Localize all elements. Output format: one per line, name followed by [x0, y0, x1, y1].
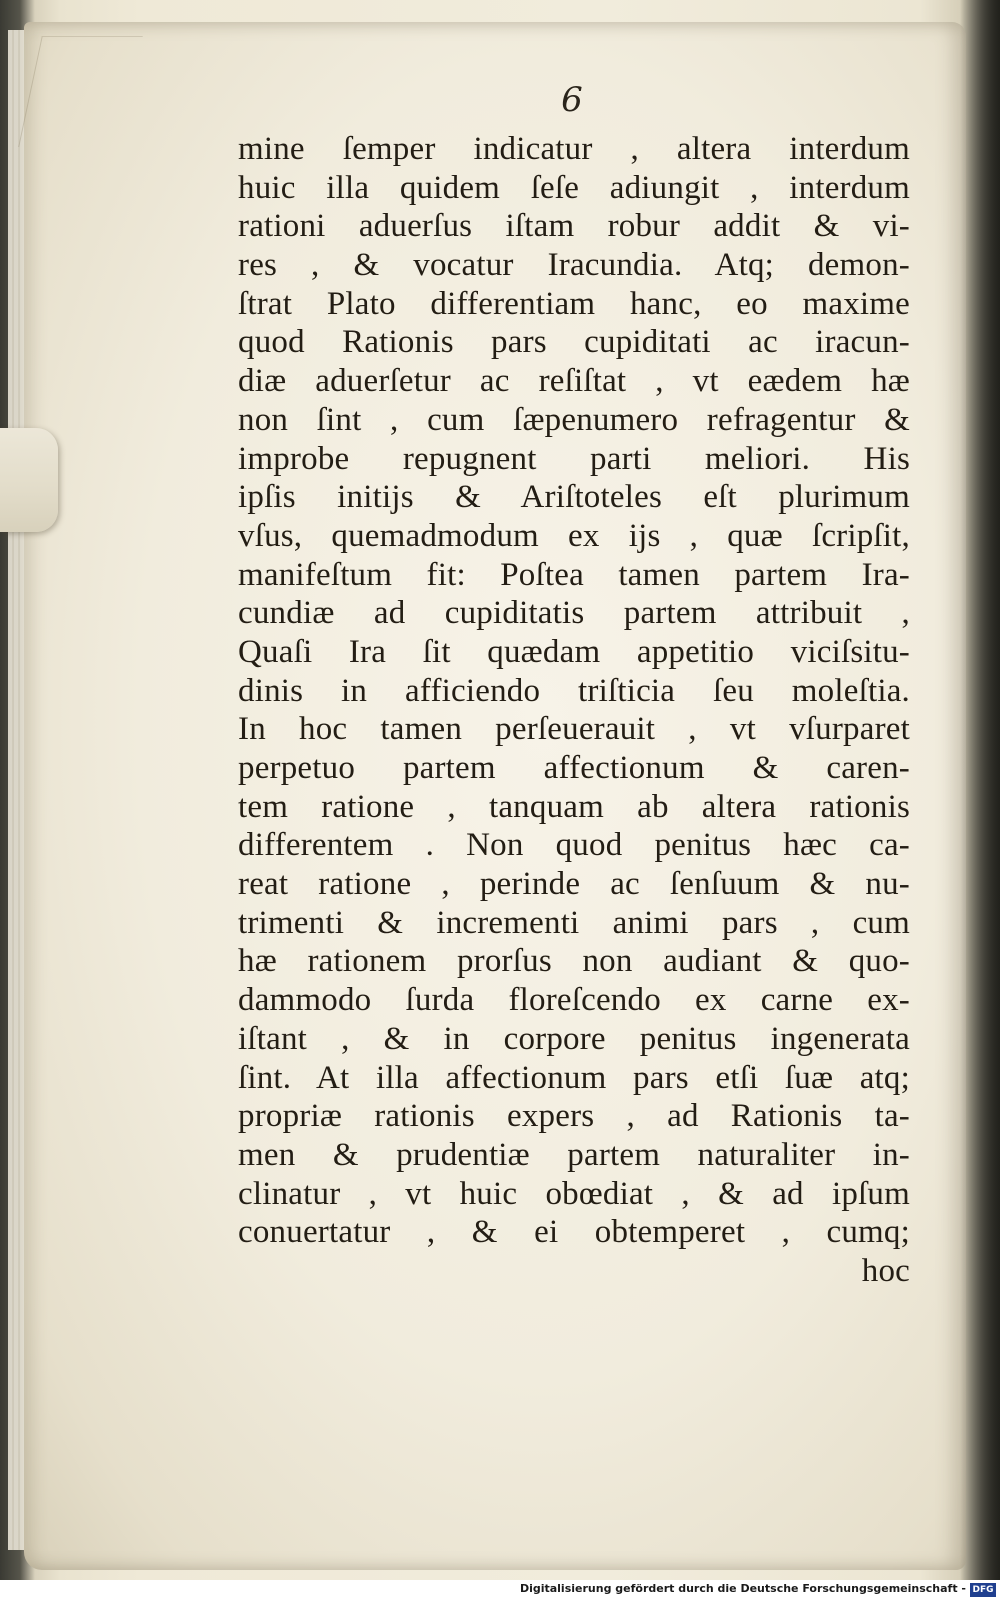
gutter-shadow	[960, 0, 1000, 1580]
text-line: res , & vocatur Iracundia. Atq; demon-	[238, 247, 910, 284]
catchword: hoc	[861, 1252, 910, 1289]
text-line: differentem . Non quod penitus hæc ca-	[238, 827, 910, 864]
text-line: huic illa quidem ſeſe adiungit , interdum	[238, 169, 910, 206]
text-line: dammodo ſurda floreſcendo ex carne ex-	[238, 982, 910, 1019]
text-line: reat ratione , perinde ac ſenſuum & nu-	[238, 866, 910, 903]
text-line: In hoc tamen perſeuerauit , vt vſurparet	[238, 711, 910, 748]
text-line: quod Rationis pars cupiditati ac iracun-	[238, 324, 910, 361]
text-line: Quaſi Ira ſit quædam appetitio viciſsitu-	[238, 633, 910, 670]
page-number: 6	[561, 80, 583, 120]
bookmark-tab	[0, 428, 58, 532]
text-line: ipſis initijs & Ariſtoteles eſt plurimum	[238, 479, 910, 516]
text-line: conuertatur , & ei obtemperet , cumq;	[238, 1214, 910, 1251]
text-line: rationi aduerſus iſtam robur addit & vi-	[238, 208, 910, 245]
footer-credit: Digitalisierung gefördert durch die Deutsche Forschungsgemeinschaft -	[519, 1582, 966, 1595]
text-line: propriæ rationis expers , ad Rationis ta-	[238, 1098, 910, 1135]
text-line: tem ratione , tanquam ab altera rationis	[238, 788, 910, 825]
body-text	[238, 130, 910, 1291]
text-line: vſus, quemadmodum ex ijs , quæ ſcripſit,	[238, 517, 910, 554]
text-line: trimenti & incrementi animi pars , cum	[238, 904, 910, 941]
text-line: clinatur , vt huic obœdiat , & ad ipſum	[238, 1175, 910, 1212]
text-line: mine ſemper indicatur , altera interdum	[238, 131, 910, 167]
text-line: men & prudentiæ partem naturaliter in-	[238, 1136, 910, 1173]
dfg-logo: DFG	[970, 1583, 996, 1597]
text-line: cundiæ ad cupiditatis partem attribuit ,	[238, 595, 910, 632]
text-line: ſtrat Plato differentiam hanc, eo maxime	[238, 285, 910, 322]
text-line: hæ rationem prorſus non audiant & quo-	[238, 943, 910, 980]
text-line: improbe repugnent parti meliori. His	[238, 440, 910, 477]
text-line: iſtant , & in corpore penitus ingenerata	[238, 1020, 910, 1057]
text-line: ſint. At illa affectionum pars etſi ſuæ atq;	[238, 1059, 910, 1096]
text-line: dinis in afficiendo triſticia ſeu moleſtia.	[238, 672, 910, 709]
text-line: diæ aduerſetur ac reſiſtat , vt eædem hæ	[238, 363, 910, 400]
text-line: non ſint , cum ſæpenumero refragentur &	[238, 401, 910, 438]
text-line: manifeſtum fit: Poſtea tamen partem Ira-	[238, 556, 910, 593]
text-line: perpetuo partem affectionum & caren-	[238, 750, 910, 786]
